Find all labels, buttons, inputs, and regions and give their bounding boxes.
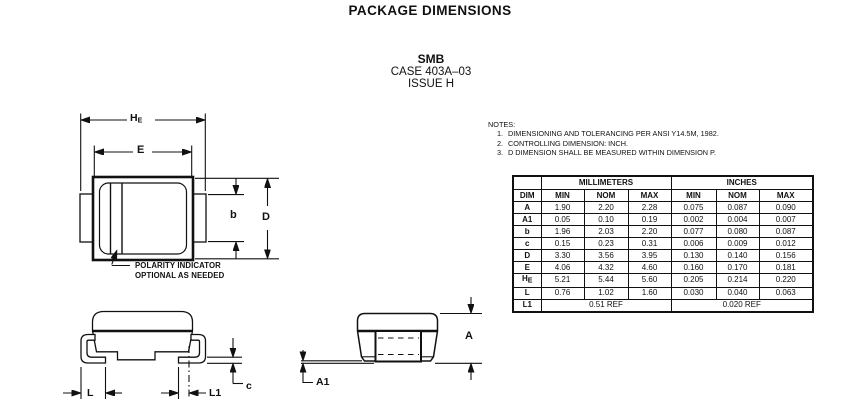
cell-value: 0.087 [759, 226, 813, 238]
polarity-indicator-note [135, 261, 224, 281]
note-item [497, 129, 838, 138]
dimensions-table [512, 175, 814, 313]
dim-label-b: b [230, 209, 237, 221]
cell-value: 1.60 [628, 287, 671, 299]
cell-value: 0.10 [584, 214, 628, 226]
package-name: SMB [417, 52, 445, 66]
cell-value: 0.220 [759, 274, 813, 288]
dim-label-a: A [465, 330, 473, 342]
cell-ref-mm: 0.51 REF [541, 299, 671, 312]
table-group-header-row [513, 176, 813, 190]
cell-value: 3.56 [584, 250, 628, 262]
note-text: D DIMENSION SHALL BE MEASURED WITHIN DIMENSION P. [508, 148, 716, 158]
dim-label-c: c [246, 380, 252, 392]
dim-label-a1: A1 [316, 376, 330, 388]
cell-value: 3.95 [628, 250, 671, 262]
cell-value: 0.23 [584, 238, 628, 250]
cell-value: 5.44 [584, 274, 628, 288]
cell-value: 0.170 [716, 262, 759, 274]
cell-value: 2.20 [584, 202, 628, 214]
table-row-D [513, 250, 813, 262]
dim-label-e: E [137, 144, 145, 156]
note-item [497, 148, 838, 157]
polarity-note-line2: OPTIONAL AS NEEDED [135, 270, 225, 280]
cell-value: 0.15 [541, 238, 584, 250]
cell-value: 5.21 [541, 274, 584, 288]
issue-revision: ISSUE H [407, 78, 454, 90]
cell-value: 0.181 [759, 262, 813, 274]
cell-group-millimeters: MILLIMETERS [541, 176, 671, 190]
cell-value: 0.090 [759, 202, 813, 214]
dim-label-l: L [87, 387, 94, 399]
cell-value: 0.063 [759, 287, 813, 299]
cell-value: 0.004 [716, 214, 759, 226]
cell-value: 0.31 [628, 238, 671, 250]
table-row-b [513, 226, 813, 238]
table-row-E [513, 262, 813, 274]
lead-cross-section [376, 331, 422, 362]
cell-group-inches: INCHES [671, 176, 813, 190]
dim-label-l1: L1 [209, 387, 222, 399]
cell-value: 2.20 [628, 226, 671, 238]
cell-ref-in: 0.020 REF [671, 299, 813, 312]
cell-value: 0.156 [759, 250, 813, 262]
cell-dim: L [513, 287, 541, 299]
cell-header-min-in: MIN [671, 190, 716, 202]
notes-block [488, 120, 838, 158]
cell-header-min-mm: MIN [541, 190, 584, 202]
cell-dim: D [513, 250, 541, 262]
dim-label-he: $H_E$ [130, 112, 143, 125]
cell-value: 0.006 [671, 238, 716, 250]
cell-value: 0.130 [671, 250, 716, 262]
top-view-drawing [80, 114, 279, 266]
note-number: 2. [497, 138, 504, 148]
cell-value: 0.205 [671, 274, 716, 288]
notes-title: NOTES: [488, 120, 516, 129]
end-view-drawing [301, 297, 482, 383]
cell-value: 0.05 [541, 214, 584, 226]
table-row-A [513, 202, 813, 214]
cell-header-dim: DIM [513, 190, 541, 202]
cell-value: 0.160 [671, 262, 716, 274]
cell-value: 4.60 [628, 262, 671, 274]
cell-value: 0.009 [716, 238, 759, 250]
cell-value: 0.214 [716, 274, 759, 288]
cell-dim: A [513, 202, 541, 214]
cell-value: 1.96 [541, 226, 584, 238]
cell-value: 0.075 [671, 202, 716, 214]
note-item [497, 139, 838, 148]
cell-value: 0.087 [716, 202, 759, 214]
cell-value: 0.007 [759, 214, 813, 226]
cell-value: 1.90 [541, 202, 584, 214]
cell-value: 0.76 [541, 287, 584, 299]
cell-dim: L1 [513, 299, 541, 312]
note-text: DIMENSIONING AND TOLERANCING PER ANSI Y14.5M, 1982. [508, 129, 719, 139]
cell-dim: b [513, 226, 541, 238]
cell-header-nom-in: NOM [716, 190, 759, 202]
cell-value: 5.60 [628, 274, 671, 288]
cell-value: 4.06 [541, 262, 584, 274]
left-terminal-tab [80, 194, 94, 242]
cell-value: 4.32 [584, 262, 628, 274]
table-row-L [513, 287, 813, 299]
right-terminal-tab [193, 194, 207, 242]
page-title: PACKAGE DIMENSIONS [348, 3, 512, 18]
cell-value: 2.28 [628, 202, 671, 214]
cell-header-max-in: MAX [759, 190, 813, 202]
cell-dim: E [513, 262, 541, 274]
table-row-HE [513, 274, 813, 288]
cell-value: 3.30 [541, 250, 584, 262]
cell-dim: c [513, 238, 541, 250]
cell-dim: HE [513, 274, 541, 288]
note-number: 3. [497, 148, 504, 158]
cell-value: 0.012 [759, 238, 813, 250]
cell-header-max-mm: MAX [628, 190, 671, 202]
cell-value: 1.02 [584, 287, 628, 299]
note-text: CONTROLLING DIMENSION: INCH. [508, 138, 629, 148]
cell-header-nom-mm: NOM [584, 190, 628, 202]
table-column-header-row [513, 190, 813, 202]
package-body-side-outline [93, 312, 193, 360]
cell-value: 0.040 [716, 287, 759, 299]
table-row-L1 [513, 299, 813, 312]
side-view-drawing [63, 312, 243, 400]
cell-corner [513, 176, 541, 190]
polarity-note-line1: POLARITY INDICATOR [135, 261, 221, 270]
note-number: 1. [497, 129, 504, 139]
cell-value: 0.19 [628, 214, 671, 226]
dim-label-d: D [262, 211, 270, 223]
cell-value: 0.030 [671, 287, 716, 299]
cell-dim: A1 [513, 214, 541, 226]
cell-value: 0.077 [671, 226, 716, 238]
case-number: CASE 403A–03 [390, 65, 472, 78]
table-row-A1 [513, 214, 813, 226]
cell-value: 0.140 [716, 250, 759, 262]
cell-value: 0.002 [671, 214, 716, 226]
table-row-c [513, 238, 813, 250]
cell-value: 0.080 [716, 226, 759, 238]
package-body-outline [93, 177, 193, 260]
cell-value: 2.03 [584, 226, 628, 238]
